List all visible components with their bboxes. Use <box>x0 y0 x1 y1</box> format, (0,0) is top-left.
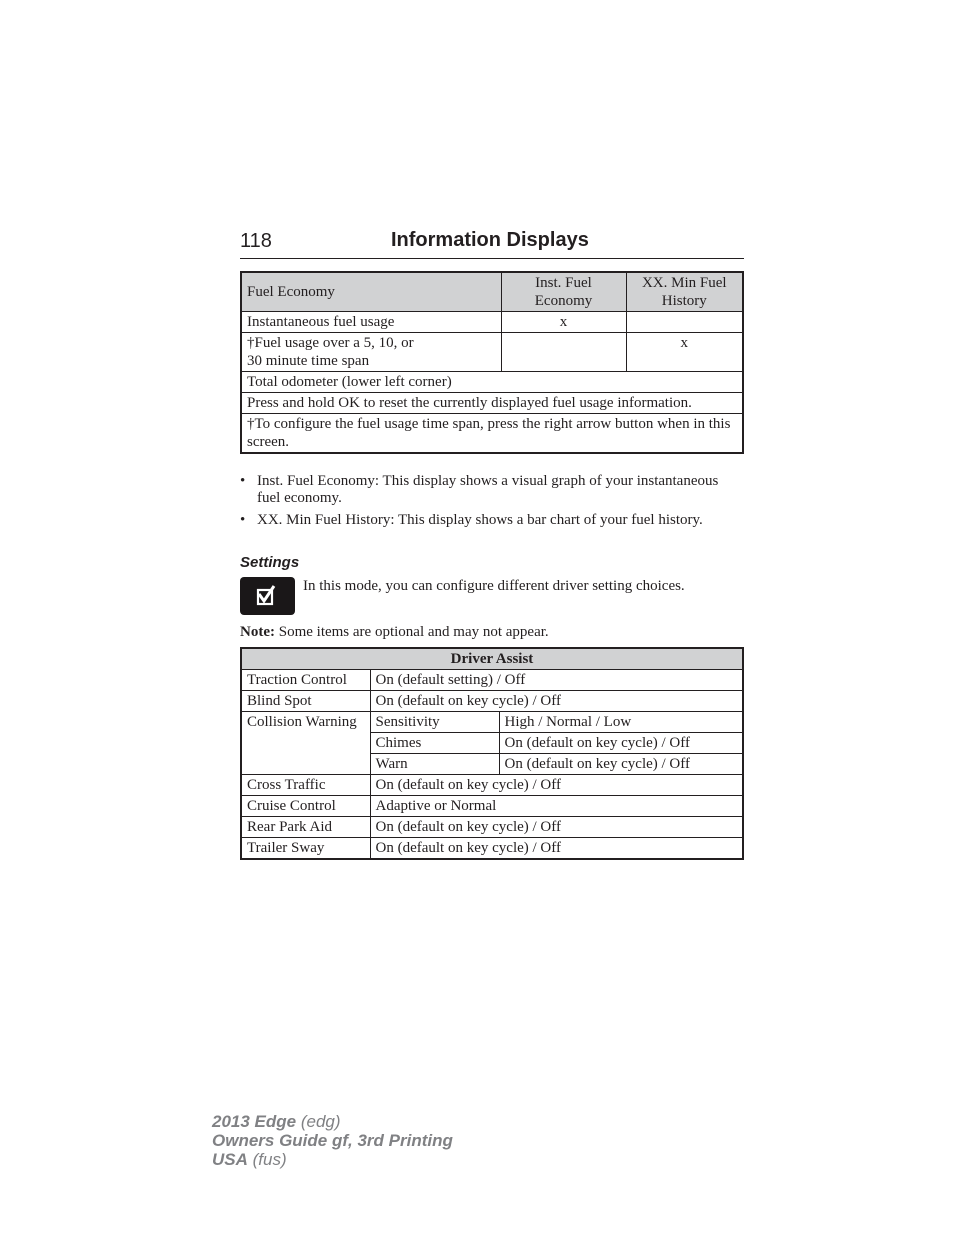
row-mark: x <box>626 333 743 372</box>
page-header <box>240 228 744 259</box>
footer-model-code: (edg) <box>300 1112 341 1131</box>
sub-label: Warn <box>370 754 499 775</box>
table-row <box>241 393 743 414</box>
table-row <box>241 372 743 393</box>
row-label: Collision Warning <box>241 712 370 775</box>
table-header-row <box>241 272 743 312</box>
footer-model: 2013 Edge <box>212 1112 297 1131</box>
page-title: Information Displays <box>391 229 589 251</box>
row-mark <box>626 312 743 333</box>
row-label: Rear Park Aid <box>241 817 370 838</box>
row-label <box>241 333 501 372</box>
row-full: Press and hold OK to reset the currently displayed fuel usage information. <box>241 393 743 414</box>
footer-line <box>212 1112 453 1131</box>
table-row <box>241 796 743 817</box>
header-min-fuel-history: XX. Min Fuel History <box>626 272 743 312</box>
bullet-icon: • <box>240 512 246 528</box>
sub-value: On (default on key cycle) / Off <box>499 733 743 754</box>
table-row <box>241 691 743 712</box>
row-value: On (default on key cycle) / Off <box>370 817 743 838</box>
row-value: Adaptive or Normal <box>370 796 743 817</box>
footer-guide: Owners Guide gf, 3rd Printing <box>212 1131 453 1150</box>
row-full: Total odometer (lower left corner) <box>241 372 743 393</box>
footer-line <box>212 1131 453 1150</box>
row-label: Cruise Control <box>241 796 370 817</box>
row-label: Cross Traffic <box>241 775 370 796</box>
settings-description: In this mode, you can configure different driver setting choices. <box>303 578 685 594</box>
page-footer <box>212 1112 453 1169</box>
footer-market-code: (fus) <box>252 1150 287 1169</box>
bullet-list <box>240 473 744 534</box>
table-row <box>241 817 743 838</box>
driver-assist-title: Driver Assist <box>241 648 743 670</box>
sub-value: On (default on key cycle) / Off <box>499 754 743 775</box>
table-row <box>241 712 743 733</box>
note-text: Some items are optional and may not appear. <box>278 624 549 640</box>
row-label: Traction Control <box>241 670 370 691</box>
row-label-line: 30 minute time span <box>247 353 370 369</box>
bullet-icon: • <box>240 473 246 489</box>
list-item <box>240 512 744 529</box>
bullet-text: XX. Min Fuel History: This display shows a bar chart of your fuel history. <box>257 512 703 528</box>
list-item <box>240 473 744 507</box>
row-label: Instantaneous fuel usage <box>241 312 501 333</box>
settings-heading: Settings <box>240 554 300 571</box>
sub-value: High / Normal / Low <box>499 712 743 733</box>
row-value: On (default on key cycle) / Off <box>370 838 743 860</box>
header-fuel-economy: Fuel Economy <box>241 272 501 312</box>
table-row <box>241 838 743 860</box>
table-row <box>241 414 743 454</box>
row-mark <box>501 333 626 372</box>
row-value: On (default setting) / Off <box>370 670 743 691</box>
row-label: Blind Spot <box>241 691 370 712</box>
check-box-icon <box>240 577 295 615</box>
row-label: Trailer Sway <box>241 838 370 860</box>
sub-label: Sensitivity <box>370 712 499 733</box>
row-value: On (default on key cycle) / Off <box>370 775 743 796</box>
table-row <box>241 333 743 372</box>
row-value: On (default on key cycle) / Off <box>370 691 743 712</box>
table-row <box>241 775 743 796</box>
note <box>240 623 549 641</box>
row-full: †To configure the fuel usage time span, press the right arrow button when in this screen. <box>241 414 743 454</box>
header-inst-fuel-economy: Inst. Fuel Economy <box>501 272 626 312</box>
bullet-text: Inst. Fuel Economy: This display shows a visual graph of your instantaneous fuel economy. <box>257 473 719 506</box>
row-label-line: †Fuel usage over a 5, 10, or <box>247 335 414 351</box>
row-mark: x <box>501 312 626 333</box>
fuel-economy-table <box>240 271 744 454</box>
driver-assist-table <box>240 647 744 860</box>
table-row <box>241 670 743 691</box>
footer-line <box>212 1150 453 1169</box>
note-label: Note: <box>240 624 275 640</box>
sub-label: Chimes <box>370 733 499 754</box>
table-row <box>241 312 743 333</box>
page-number: 118 <box>240 230 272 252</box>
table-header-row <box>241 648 743 670</box>
footer-market: USA <box>212 1150 248 1169</box>
